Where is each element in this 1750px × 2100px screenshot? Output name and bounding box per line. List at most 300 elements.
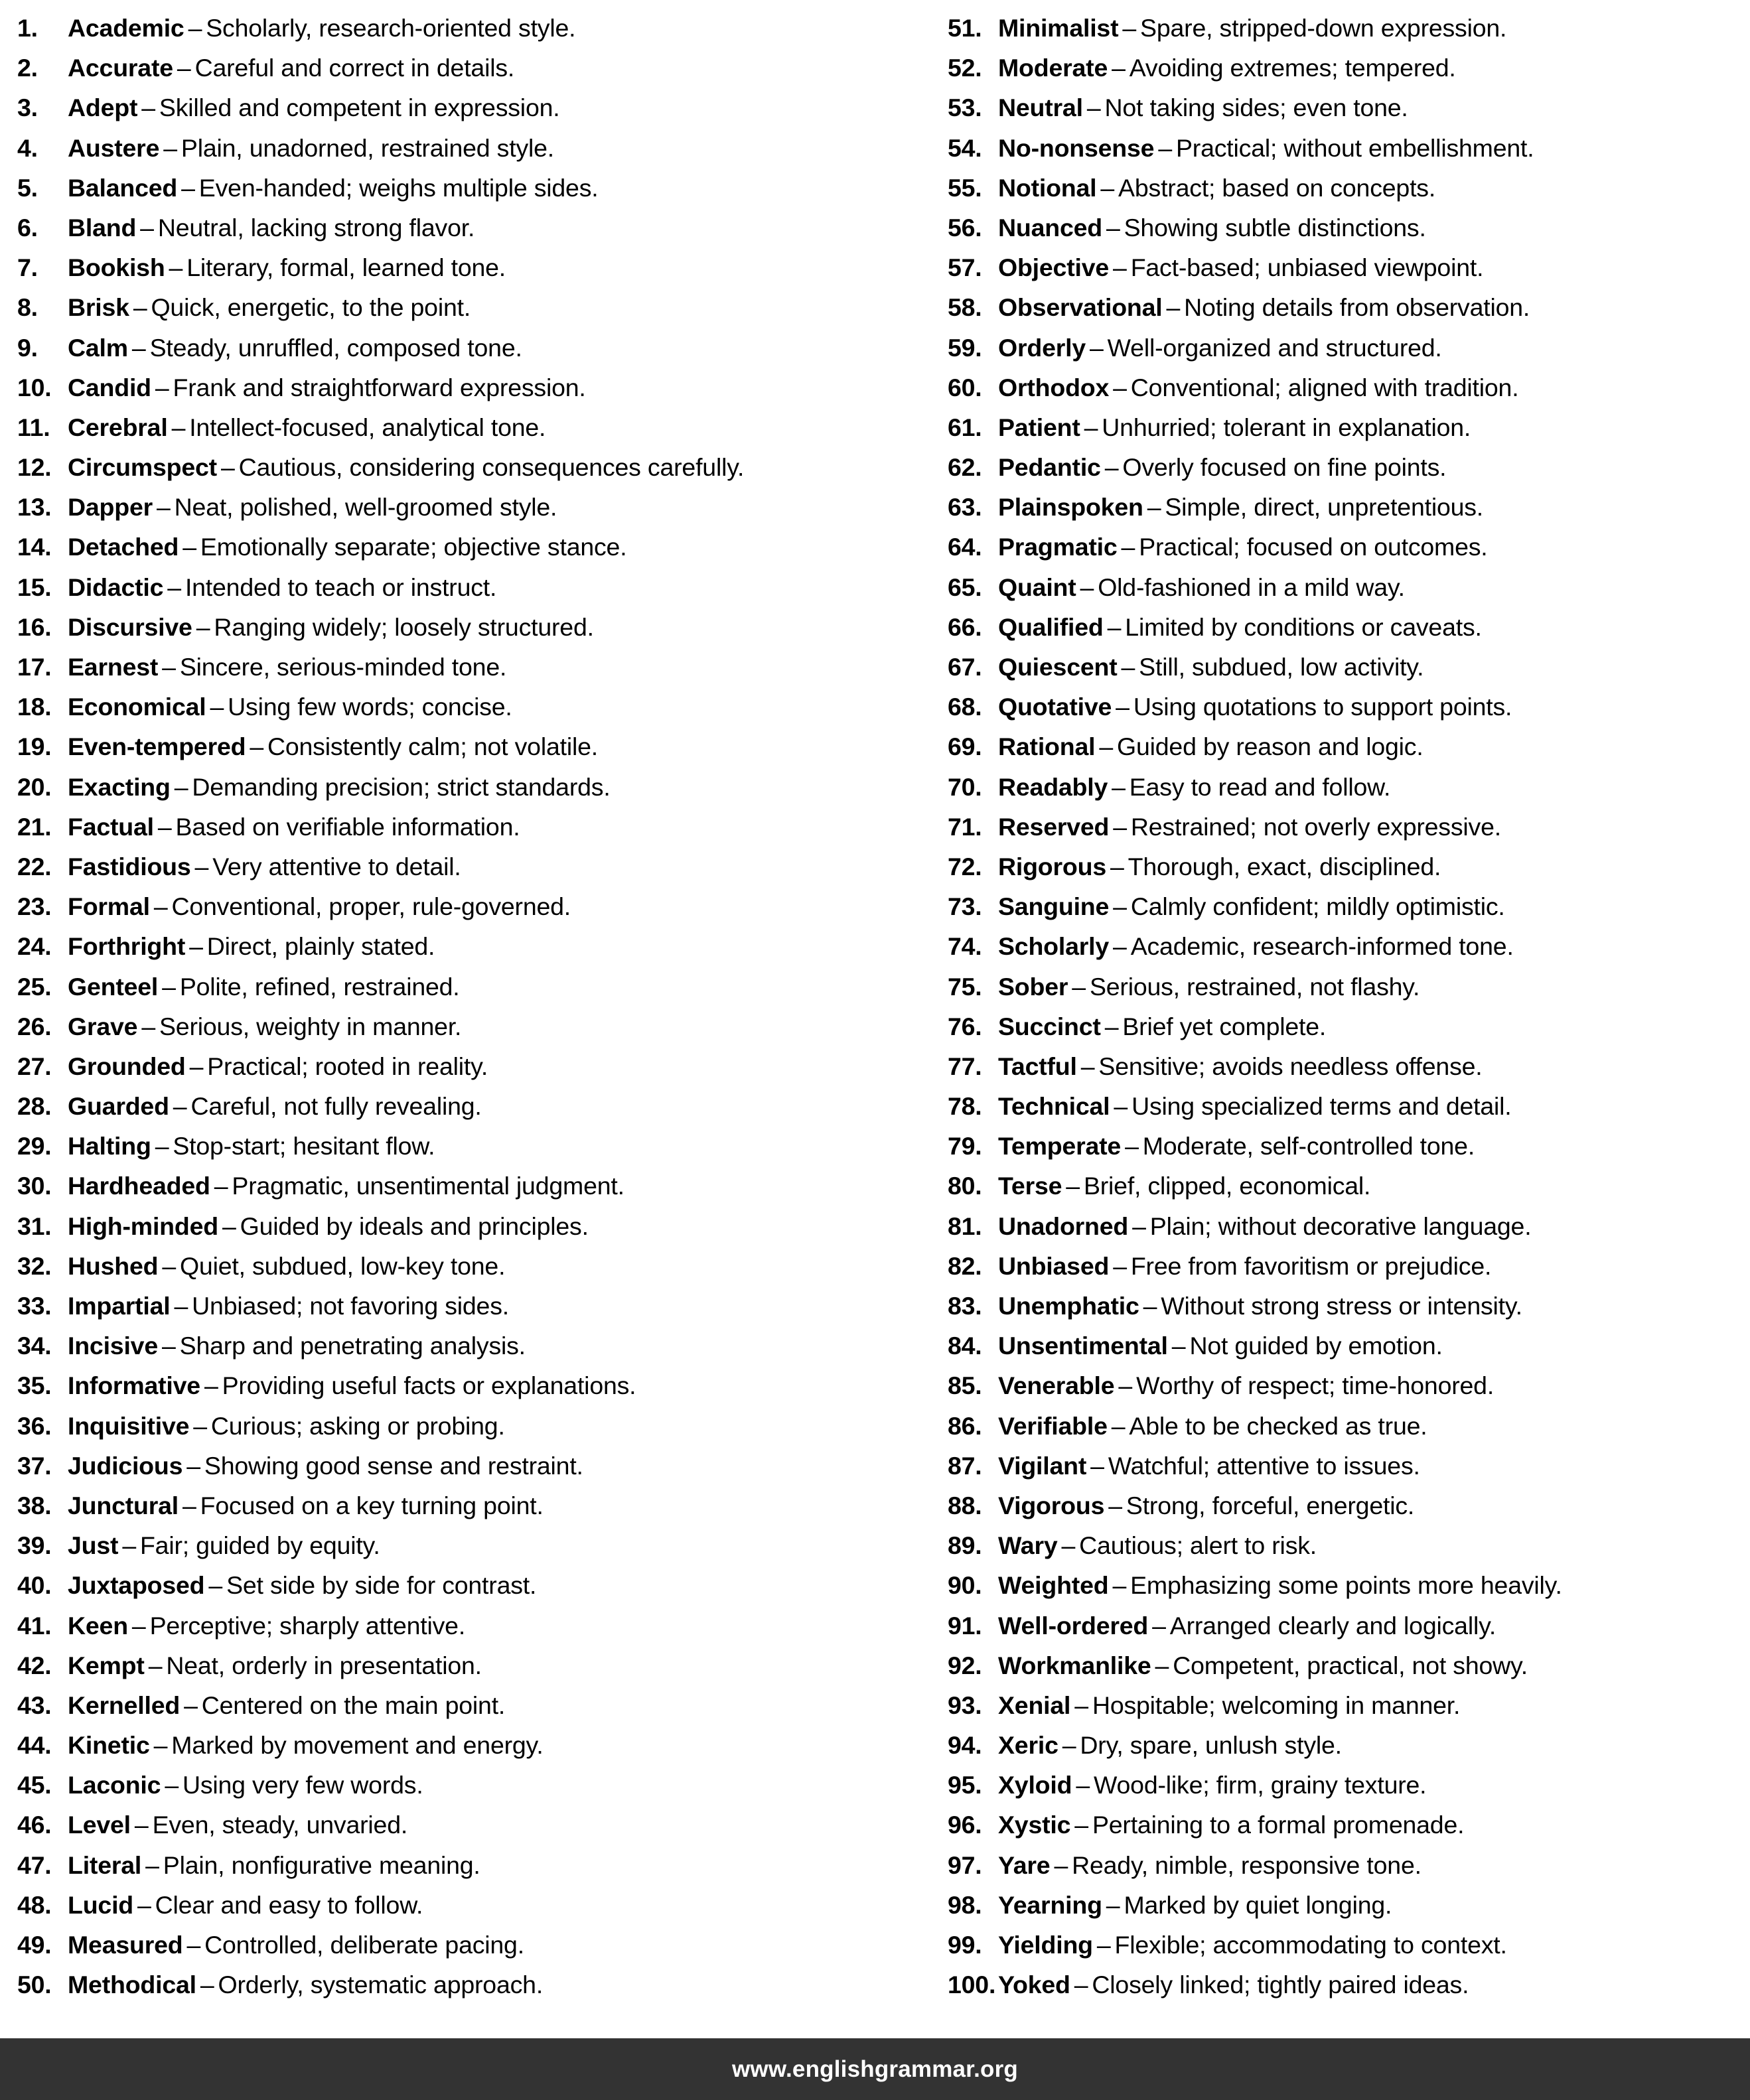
- list-item-term: Judicious: [68, 1451, 183, 1480]
- list-item: [948, 1805, 1750, 1845]
- list-item-number: 17.: [17, 653, 52, 681]
- list-item: [17, 527, 930, 567]
- list-item-term: Measured: [68, 1931, 183, 1959]
- list-item: [17, 1486, 930, 1525]
- list-item-dash: –: [141, 94, 155, 122]
- list-item-number: 24.: [17, 932, 52, 961]
- list-item-dash: –: [182, 1491, 196, 1519]
- list-item-number: 13.: [17, 493, 52, 522]
- list-item-definition: Practical; focused on outcomes.: [1139, 533, 1488, 561]
- list-item-term: Discursive: [68, 612, 192, 641]
- list-item-term: Kinetic: [68, 1731, 150, 1760]
- list-item-definition: Wood-like; firm, grainy texture.: [1093, 1771, 1427, 1799]
- list-item-definition: Easy to read and follow.: [1129, 772, 1391, 801]
- list-item-number: 31.: [17, 1212, 52, 1240]
- list-item-dash: –: [162, 972, 176, 1001]
- list-item: [17, 1925, 930, 1965]
- list-item-dash: –: [1104, 453, 1119, 482]
- list-item: [948, 1925, 1750, 1965]
- list-item-definition: Simple, direct, unpretentious.: [1165, 493, 1484, 522]
- list-item-definition: Cautious; alert to risk.: [1079, 1531, 1317, 1560]
- list-item-dash: –: [186, 1451, 200, 1480]
- list-item-number: 30.: [17, 1172, 52, 1200]
- list-item-dash: –: [155, 373, 169, 401]
- list-item-definition: Academic, research-informed tone.: [1130, 932, 1514, 961]
- list-item-number: 82.: [948, 1251, 982, 1280]
- list-item-definition: Neat, orderly in presentation.: [166, 1651, 482, 1679]
- list-item-definition: Plain, unadorned, restrained style.: [181, 133, 554, 162]
- list-item-definition: Careful and correct in details.: [194, 54, 515, 82]
- list-item-number: 86.: [948, 1411, 982, 1440]
- list-item-number: 6.: [17, 213, 38, 242]
- list-item-definition: Arranged clearly and logically.: [1169, 1611, 1496, 1640]
- list-item-number: 37.: [17, 1451, 52, 1480]
- list-item: [948, 727, 1750, 766]
- list-item-number: 20.: [17, 772, 52, 801]
- list-item-definition: Practical; rooted in reality.: [207, 1052, 488, 1080]
- list-item-number: 83.: [948, 1292, 982, 1320]
- list-item-definition: Using very few words.: [182, 1771, 423, 1799]
- list-item-dash: –: [1066, 1172, 1080, 1200]
- list-item: [17, 48, 930, 88]
- list-item-term: Unadorned: [998, 1212, 1129, 1240]
- list-item-number: 78.: [948, 1092, 982, 1121]
- list-item-dash: –: [1118, 1371, 1133, 1400]
- list-item-definition: Demanding precision; strict standards.: [192, 772, 611, 801]
- list-item-definition: Guided by ideals and principles.: [240, 1212, 589, 1240]
- list-item-term: Level: [68, 1811, 131, 1839]
- list-item-term: Yearning: [998, 1890, 1102, 1919]
- list-item: [17, 208, 930, 247]
- list-item-definition: Even, steady, unvaried.: [152, 1811, 408, 1839]
- list-item-term: Even-tempered: [68, 733, 246, 761]
- list-item-dash: –: [189, 932, 203, 961]
- list-item: [948, 487, 1750, 527]
- list-item-term: Detached: [68, 533, 179, 561]
- list-item-term: Patient: [998, 413, 1080, 441]
- list-item-number: 52.: [948, 54, 982, 82]
- list-item-definition: Polite, refined, restrained.: [179, 972, 460, 1001]
- list-item-dash: –: [174, 772, 188, 801]
- list-item-dash: –: [1062, 1731, 1076, 1760]
- list-item-dash: –: [194, 852, 209, 880]
- list-item-term: Bland: [68, 213, 137, 242]
- list-item-dash: –: [1113, 373, 1127, 401]
- list-item-dash: –: [250, 733, 263, 761]
- list-item-term: Well-ordered: [998, 1611, 1149, 1640]
- list-item: [948, 1446, 1750, 1486]
- list-item-term: Plainspoken: [998, 493, 1143, 522]
- list-item-term: Hardheaded: [68, 1172, 210, 1200]
- list-item-definition: Emphasizing some points more heavily.: [1130, 1571, 1562, 1600]
- list-item-term: Scholarly: [998, 932, 1110, 961]
- list-item-definition: Literary, formal, learned tone.: [186, 253, 506, 282]
- list-item-term: Qualified: [998, 612, 1104, 641]
- list-item-definition: Free from favoritism or prejudice.: [1130, 1251, 1492, 1280]
- list-item-dash: –: [148, 1651, 163, 1679]
- list-item-term: Venerable: [998, 1371, 1115, 1400]
- list-item-dash: –: [1074, 1811, 1088, 1839]
- list-item-dash: –: [1112, 54, 1126, 82]
- list-item-number: 42.: [17, 1651, 52, 1679]
- list-item-dash: –: [169, 253, 183, 282]
- list-item-definition: Abstract; based on concepts.: [1118, 173, 1436, 202]
- list-item-dash: –: [1054, 1851, 1068, 1879]
- list-item-dash: –: [1080, 1052, 1095, 1080]
- list-item-term: Rational: [998, 733, 1096, 761]
- list-item-number: 48.: [17, 1890, 52, 1919]
- list-item-dash: –: [210, 693, 224, 721]
- list-item-dash: –: [1107, 612, 1122, 641]
- list-item-definition: Intended to teach or instruct.: [184, 573, 497, 601]
- list-item-number: 19.: [17, 733, 52, 761]
- list-item-dash: –: [1132, 1212, 1146, 1240]
- list-item-dash: –: [171, 413, 186, 441]
- list-item-number: 69.: [948, 733, 982, 761]
- list-item-number: 58.: [948, 293, 982, 322]
- list-item-term: Xystic: [998, 1811, 1071, 1839]
- list-item-dash: –: [200, 1971, 214, 1999]
- list-item: [948, 88, 1750, 127]
- list-item-number: 79.: [948, 1132, 982, 1160]
- list-item: [948, 168, 1750, 208]
- list-item: [948, 767, 1750, 807]
- list-item-definition: Old-fashioned in a mild way.: [1098, 573, 1405, 601]
- list-item-definition: Restrained; not overly expressive.: [1130, 812, 1501, 841]
- list-item: [948, 328, 1750, 368]
- list-item-number: 87.: [948, 1451, 982, 1480]
- list-item-definition: Fact-based; unbiased viewpoint.: [1130, 253, 1484, 282]
- list-item-term: Unbiased: [998, 1251, 1110, 1280]
- list-item-definition: Using few words; concise.: [228, 693, 512, 721]
- list-item: [17, 287, 930, 327]
- list-item-dash: –: [162, 1251, 176, 1280]
- list-item-dash: –: [1096, 1931, 1111, 1959]
- list-item: [17, 1246, 930, 1286]
- list-item-number: 14.: [17, 533, 52, 561]
- list-item-number: 95.: [948, 1771, 982, 1799]
- list-item-definition: Fair; guided by equity.: [139, 1531, 380, 1560]
- list-item-dash: –: [1111, 1411, 1126, 1440]
- list-item-definition: Conventional; aligned with tradition.: [1130, 373, 1519, 401]
- list-item-term: Yare: [998, 1851, 1051, 1879]
- list-item-definition: Dry, spare, unlush style.: [1080, 1731, 1342, 1760]
- list-item-definition: Marked by movement and energy.: [171, 1731, 544, 1760]
- list-item-definition: Showing subtle distinctions.: [1124, 213, 1426, 242]
- right-column: [930, 0, 1750, 2004]
- list-item-definition: Worthy of respect; time-honored.: [1136, 1371, 1495, 1400]
- list-item-number: 8.: [17, 293, 38, 322]
- list-item-term: Just: [68, 1531, 119, 1560]
- list-item-number: 56.: [948, 213, 982, 242]
- list-item-dash: –: [155, 1132, 169, 1160]
- list-item-number: 23.: [17, 892, 52, 921]
- list-item: [948, 1525, 1750, 1565]
- list-item-definition: Clear and easy to follow.: [155, 1890, 423, 1919]
- list-item: [948, 1126, 1750, 1166]
- list-item-definition: Avoiding extremes; tempered.: [1129, 54, 1456, 82]
- list-item-definition: Intellect-focused, analytical tone.: [189, 413, 546, 441]
- list-item-term: Fastidious: [68, 852, 191, 880]
- list-item-definition: Marked by quiet longing.: [1124, 1890, 1392, 1919]
- list-item-term: Impartial: [68, 1292, 171, 1320]
- list-item-term: Quaint: [998, 573, 1076, 601]
- list-item-term: Junctural: [68, 1491, 179, 1519]
- list-item-definition: Able to be checked as true.: [1129, 1411, 1427, 1440]
- list-item-number: 84.: [948, 1332, 982, 1360]
- list-item: [948, 1725, 1750, 1765]
- list-item-definition: Calmly confident; mildly optimistic.: [1130, 892, 1505, 921]
- list-item-term: Literal: [68, 1851, 142, 1879]
- list-item-number: 62.: [948, 453, 982, 482]
- list-item-term: Unemphatic: [998, 1292, 1139, 1320]
- list-item-number: 51.: [948, 14, 982, 42]
- list-item-number: 9.: [17, 333, 38, 362]
- list-item-number: 46.: [17, 1811, 52, 1839]
- list-item: [17, 1046, 930, 1086]
- footer-bar: [0, 2038, 1750, 2100]
- list-item: [948, 1645, 1750, 1685]
- list-item: [948, 247, 1750, 287]
- list-item-dash: –: [141, 1012, 155, 1040]
- list-item-definition: Serious, restrained, not flashy.: [1089, 972, 1420, 1001]
- list-item-definition: Plain; without decorative language.: [1149, 1212, 1532, 1240]
- list-item: [948, 1845, 1750, 1885]
- list-item-term: Terse: [998, 1172, 1062, 1200]
- list-item: [17, 1007, 930, 1046]
- list-item-dash: –: [131, 1611, 146, 1640]
- list-item-definition: Strong, forceful, energetic.: [1126, 1491, 1415, 1519]
- list-item-number: 75.: [948, 972, 982, 1001]
- list-item: [17, 1845, 930, 1885]
- footer-url[interactable]: www.englishgrammar.org: [732, 2056, 1018, 2082]
- list-item-definition: Cautious, considering consequences carefully.: [238, 453, 745, 482]
- list-item-number: 59.: [948, 333, 982, 362]
- list-item: [948, 1286, 1750, 1326]
- list-item-definition: Without strong stress or intensity.: [1161, 1292, 1522, 1320]
- list-item-number: 40.: [17, 1571, 52, 1600]
- list-item-number: 5.: [17, 173, 38, 202]
- list-item: [17, 1206, 930, 1246]
- word-list-right: [948, 8, 1750, 2004]
- list-item-number: 18.: [17, 693, 52, 721]
- list-item-term: Inquisitive: [68, 1411, 190, 1440]
- list-item-term: Neutral: [998, 94, 1083, 122]
- list-item: [948, 1046, 1750, 1086]
- list-item: [17, 647, 930, 687]
- list-item-number: 61.: [948, 413, 982, 441]
- list-item-number: 50.: [17, 1971, 52, 1999]
- list-item-dash: –: [1125, 1132, 1139, 1160]
- list-item-number: 65.: [948, 573, 982, 601]
- list-item-term: Orderly: [998, 333, 1086, 362]
- list-item: [948, 1365, 1750, 1405]
- list-item-dash: –: [1116, 693, 1130, 721]
- list-item-number: 36.: [17, 1411, 52, 1440]
- list-item-definition: Based on verifiable information.: [175, 812, 520, 841]
- list-item: [948, 926, 1750, 966]
- list-item-dash: –: [189, 1052, 204, 1080]
- list-item-number: 34.: [17, 1332, 52, 1360]
- list-item-number: 88.: [948, 1491, 982, 1519]
- list-item: [948, 1007, 1750, 1046]
- list-item: [17, 727, 930, 766]
- list-item-number: 22.: [17, 852, 52, 880]
- list-item-number: 33.: [17, 1292, 52, 1320]
- list-item-number: 28.: [17, 1092, 52, 1121]
- list-item-definition: Well-organized and structured.: [1107, 333, 1442, 362]
- list-item-term: Unsentimental: [998, 1332, 1168, 1360]
- list-item-number: 21.: [17, 812, 52, 841]
- list-item-number: 1.: [17, 14, 38, 42]
- list-item-term: Readably: [998, 772, 1108, 801]
- list-item-dash: –: [188, 14, 202, 42]
- list-item-dash: –: [1074, 1971, 1088, 1999]
- list-item-term: Informative: [68, 1371, 200, 1400]
- list-item-dash: –: [184, 1691, 198, 1719]
- list-item-dash: –: [1104, 1012, 1119, 1040]
- list-item-dash: –: [1086, 94, 1101, 122]
- list-item-dash: –: [1158, 133, 1172, 162]
- list-item-definition: Unbiased; not favoring sides.: [192, 1292, 509, 1320]
- list-item-definition: Quick, energetic, to the point.: [151, 293, 471, 322]
- list-item-definition: Flexible; accommodating to context.: [1114, 1931, 1507, 1959]
- list-item-term: Hushed: [68, 1251, 159, 1280]
- list-item-definition: Showing good sense and restraint.: [204, 1451, 583, 1480]
- list-item-term: Reserved: [998, 812, 1110, 841]
- list-item-dash: –: [186, 1931, 201, 1959]
- list-item-number: 16.: [17, 612, 52, 641]
- list-item: [948, 1326, 1750, 1365]
- list-item-dash: –: [1113, 932, 1127, 961]
- list-item-term: Workmanlike: [998, 1651, 1151, 1679]
- list-item-term: Weighted: [998, 1571, 1109, 1600]
- list-item: [17, 1365, 930, 1405]
- list-item-number: 73.: [948, 892, 982, 921]
- list-item-number: 41.: [17, 1611, 52, 1640]
- list-item-dash: –: [1171, 1332, 1186, 1360]
- list-item: [17, 1525, 930, 1565]
- list-item: [948, 1565, 1750, 1605]
- list-item-term: Technical: [998, 1092, 1110, 1121]
- list-item-definition: Sensitive; avoids needless offense.: [1098, 1052, 1483, 1080]
- list-item: [17, 1406, 930, 1446]
- list-item-number: 77.: [948, 1052, 982, 1080]
- list-item-term: Verifiable: [998, 1411, 1108, 1440]
- list-item: [17, 767, 930, 807]
- list-item-term: Adept: [68, 94, 138, 122]
- list-item-dash: –: [1072, 972, 1086, 1001]
- list-item-term: Incisive: [68, 1332, 158, 1360]
- list-item-number: 7.: [17, 253, 38, 282]
- list-item-term: Juxtaposed: [68, 1571, 205, 1600]
- list-item-definition: Unhurried; tolerant in explanation.: [1102, 413, 1471, 441]
- list-item: [17, 447, 930, 487]
- list-item-definition: Providing useful facts or explanations.: [222, 1371, 636, 1400]
- list-item-dash: –: [1074, 1691, 1088, 1719]
- list-item-term: Objective: [998, 253, 1110, 282]
- list-item: [17, 607, 930, 647]
- list-item-dash: –: [1121, 653, 1135, 681]
- list-item-number: 64.: [948, 533, 982, 561]
- list-item-number: 90.: [948, 1571, 982, 1600]
- list-item: [17, 1805, 930, 1845]
- list-item-number: 57.: [948, 253, 982, 282]
- list-item-number: 3.: [17, 94, 38, 122]
- list-item-number: 71.: [948, 812, 982, 841]
- list-item-definition: Perceptive; sharply attentive.: [149, 1611, 466, 1640]
- list-item-number: 63.: [948, 493, 982, 522]
- list-item-dash: –: [1106, 1890, 1120, 1919]
- list-item: [17, 567, 930, 607]
- list-item-definition: Guided by reason and logic.: [1117, 733, 1423, 761]
- list-item-term: Orthodox: [998, 373, 1110, 401]
- list-item-definition: Not taking sides; even tone.: [1104, 94, 1408, 122]
- list-item-dash: –: [131, 333, 146, 362]
- list-item: [17, 886, 930, 926]
- list-item-term: Lucid: [68, 1890, 133, 1919]
- list-item: [948, 1765, 1750, 1805]
- list-item-dash: –: [122, 1531, 136, 1560]
- list-item-term: Accurate: [68, 54, 173, 82]
- list-item-dash: –: [157, 493, 171, 522]
- list-item-number: 66.: [948, 612, 982, 641]
- list-item: [17, 926, 930, 966]
- list-item-term: Quotative: [998, 693, 1112, 721]
- list-item-definition: Focused on a key turning point.: [200, 1491, 544, 1519]
- list-item: [948, 967, 1750, 1007]
- list-item-dash: –: [1113, 1251, 1127, 1280]
- list-item-definition: Stop-start; hesitant flow.: [173, 1132, 435, 1160]
- list-item-term: Kernelled: [68, 1691, 181, 1719]
- list-item-dash: –: [181, 173, 195, 202]
- list-item: [948, 1206, 1750, 1246]
- list-item-dash: –: [165, 1771, 179, 1799]
- list-item-number: 97.: [948, 1851, 982, 1879]
- list-item-dash: –: [1112, 772, 1126, 801]
- list-item-dash: –: [1108, 1491, 1122, 1519]
- list-item-dash: –: [1152, 1611, 1166, 1640]
- list-item: [17, 247, 930, 287]
- list-item-term: Bookish: [68, 253, 165, 282]
- list-item-dash: –: [196, 612, 210, 641]
- list-item-number: 99.: [948, 1931, 982, 1959]
- list-item: [948, 1885, 1750, 1925]
- list-item-number: 74.: [948, 932, 982, 961]
- list-item-number: 43.: [17, 1691, 52, 1719]
- list-item-number: 25.: [17, 972, 52, 1001]
- list-item-dash: –: [1090, 1451, 1104, 1480]
- list-item-definition: Controlled, deliberate pacing.: [204, 1931, 524, 1959]
- list-item: [948, 8, 1750, 48]
- list-item-definition: Orderly, systematic approach.: [218, 1971, 544, 1999]
- list-item-dash: –: [1113, 253, 1127, 282]
- list-item-term: Rigorous: [998, 852, 1106, 880]
- list-item-term: Grave: [68, 1012, 138, 1040]
- list-item: [17, 88, 930, 127]
- list-item-term: Genteel: [68, 972, 159, 1001]
- list-item-number: 35.: [17, 1371, 52, 1400]
- list-item-number: 39.: [17, 1531, 52, 1560]
- list-item: [17, 807, 930, 847]
- list-item-term: Cerebral: [68, 413, 168, 441]
- list-item-dash: –: [182, 533, 196, 561]
- list-item: [17, 1645, 930, 1685]
- list-item-term: Dapper: [68, 493, 153, 522]
- list-item: [948, 567, 1750, 607]
- list-item-number: 4.: [17, 133, 38, 162]
- list-item: [948, 1606, 1750, 1645]
